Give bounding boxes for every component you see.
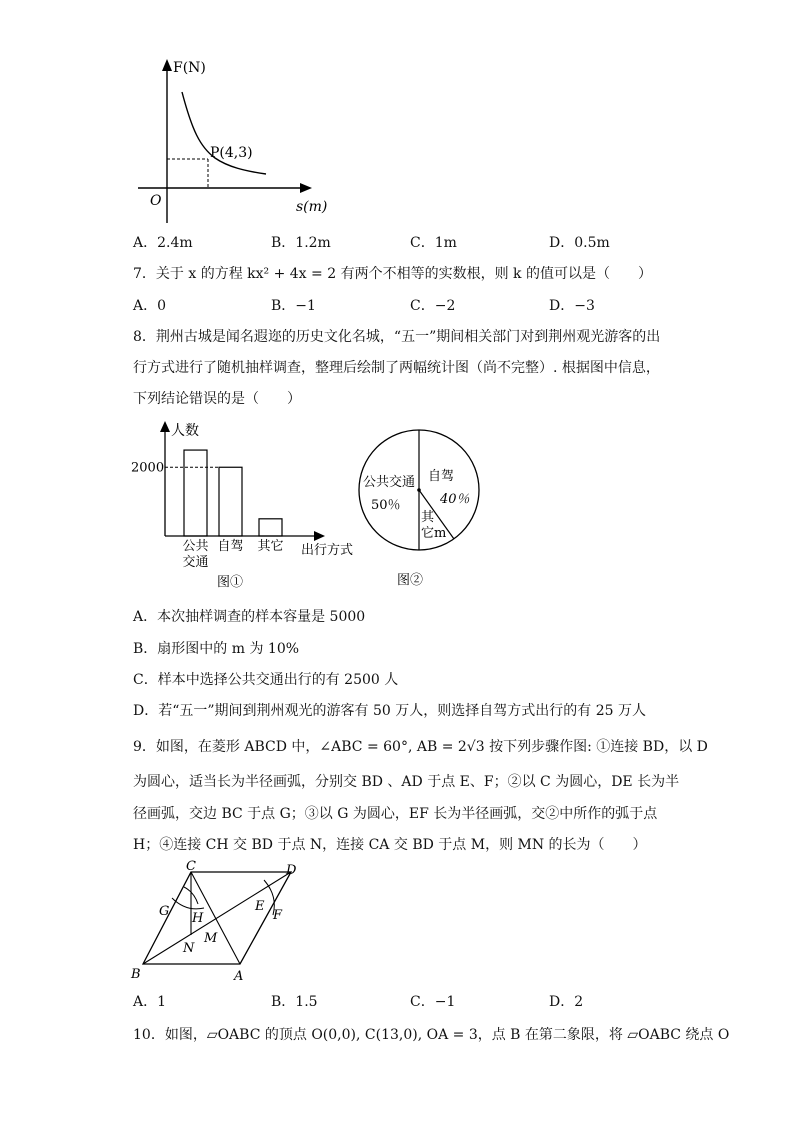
pie-public-value: 50％ [371, 498, 401, 513]
q7-option-d: D．−3 [549, 298, 595, 314]
q6-option-a: A．2.4m [133, 235, 193, 251]
y-tick-label: 2000 [131, 460, 165, 476]
q9-stem-line-2: 为圆心，适当长为半径画弧，分别交 BD 、AD 于点 E、F；②以 C 为圆心，DE 长为半 [133, 774, 680, 790]
x-axis-arrow [300, 183, 312, 193]
bar-y-label: 人数 [171, 423, 199, 439]
bar-1 [184, 450, 207, 536]
label-h: H [192, 911, 204, 926]
bar-x-label: 出行方式 [301, 543, 354, 558]
fs-graph [120, 55, 340, 230]
q9-option-d: D．2 [549, 994, 584, 1010]
rhombus-figure [128, 860, 313, 985]
q7-option-a: A．0 [133, 298, 167, 314]
bar-chart [125, 418, 365, 590]
pie-chart [355, 425, 485, 590]
origin-label: O [150, 193, 162, 209]
pie-chart-title: 图② [397, 573, 424, 588]
q9-stem-line-1: 9．如图，在菱形 ABCD 中，∠ABC = 60°, AB = 2√3 按下列步骤作图: ①连接 BD，以 D [133, 739, 708, 755]
bar-category-label: 其它 [257, 539, 284, 554]
q8-option-a: A．本次抽样调查的样本容量是 5000 [133, 609, 366, 625]
bar-3 [259, 519, 282, 536]
q9-option-c: C．−1 [410, 994, 456, 1010]
y-axis-arrow [162, 59, 172, 71]
pie-center [417, 488, 421, 492]
label-a: A [234, 969, 244, 984]
q7-option-b: B．−1 [271, 298, 316, 314]
hyperbola-curve [182, 92, 266, 174]
bar-chart-title: 图① [217, 575, 244, 590]
q9-stem-line-3: 径画弧，交边 BC 于点 G；③以 G 为圆心，EF 长为半径画弧，交②中所作的弧于点 [133, 806, 658, 822]
bar-2 [219, 467, 242, 536]
label-n: N [183, 941, 195, 956]
q8-stem-line-3: 下列结论错误的是（ ） [133, 391, 301, 407]
label-c: C [186, 860, 196, 874]
q8-option-c: C．样本中选择公共交通出行的有 2500 人 [133, 672, 399, 688]
y-axis-label: F(N) [173, 60, 206, 76]
q9-option-b: B．1.5 [271, 994, 318, 1010]
pie-public-label: 公共交通 [363, 475, 416, 490]
point-p-label: P(4,3) [210, 145, 253, 161]
q6-option-c: C．1m [410, 235, 457, 251]
q7-option-c: C．−2 [410, 298, 456, 314]
label-d: D [286, 863, 297, 878]
bar-category-label: 交通 [182, 555, 209, 570]
q9-option-a: A．1 [133, 994, 167, 1010]
pie-self-value: 40％ [440, 492, 470, 507]
label-f: F [273, 908, 283, 923]
label-e: E [255, 899, 265, 914]
q6-option-b: B．1.2m [271, 235, 331, 251]
bar-category-label: 自驾 [217, 539, 244, 554]
q8-option-b: B．扇形图中的 m 为 10% [133, 641, 300, 657]
q9-stem-line-4: H；④连接 CH 交 BD 于点 N，连接 CA 交 BD 于点 M，则 MN 的长为（ ） [133, 837, 647, 853]
q10-stem: 10．如图，▱OABC 的顶点 O(0,0), C(13,0), OA = 3，点 B 在第二象限，将 ▱OABC 绕点 O [133, 1027, 730, 1043]
bar-x-axis-arrow [314, 531, 325, 541]
label-m: M [204, 931, 218, 946]
pie-other-label-1: 其 [421, 510, 435, 525]
pie-other-label-2: 它m [421, 526, 447, 541]
bar-category-label: 公共 [182, 539, 209, 554]
q8-option-d: D．若“五一”期间到荆州观光的游客有 50 万人，则选择自驾方式出行的有 25 万人 [133, 703, 646, 719]
q7-stem: 7．关于 x 的方程 kx² + 4x = 2 有两个不相等的实数根，则 k 的值可以是（ ） [133, 266, 652, 282]
q8-stem-line-1: 8．荆州古城是闻名遐迩的历史文化名城，“五一”期间相关部门对到荆州观光游客的出 [133, 329, 661, 345]
label-g: G [159, 904, 170, 919]
x-axis-label: s(m) [296, 199, 328, 215]
label-b: B [131, 967, 141, 982]
q8-stem-line-2: 行方式进行了随机抽样调查，整理后绘制了两幅统计图（尚不完整）. 根据图中信息， [133, 360, 660, 376]
bar-y-axis-arrow [160, 421, 170, 432]
pie-self-label: 自驾 [428, 469, 455, 484]
q6-option-d: D．0.5m [549, 235, 610, 251]
